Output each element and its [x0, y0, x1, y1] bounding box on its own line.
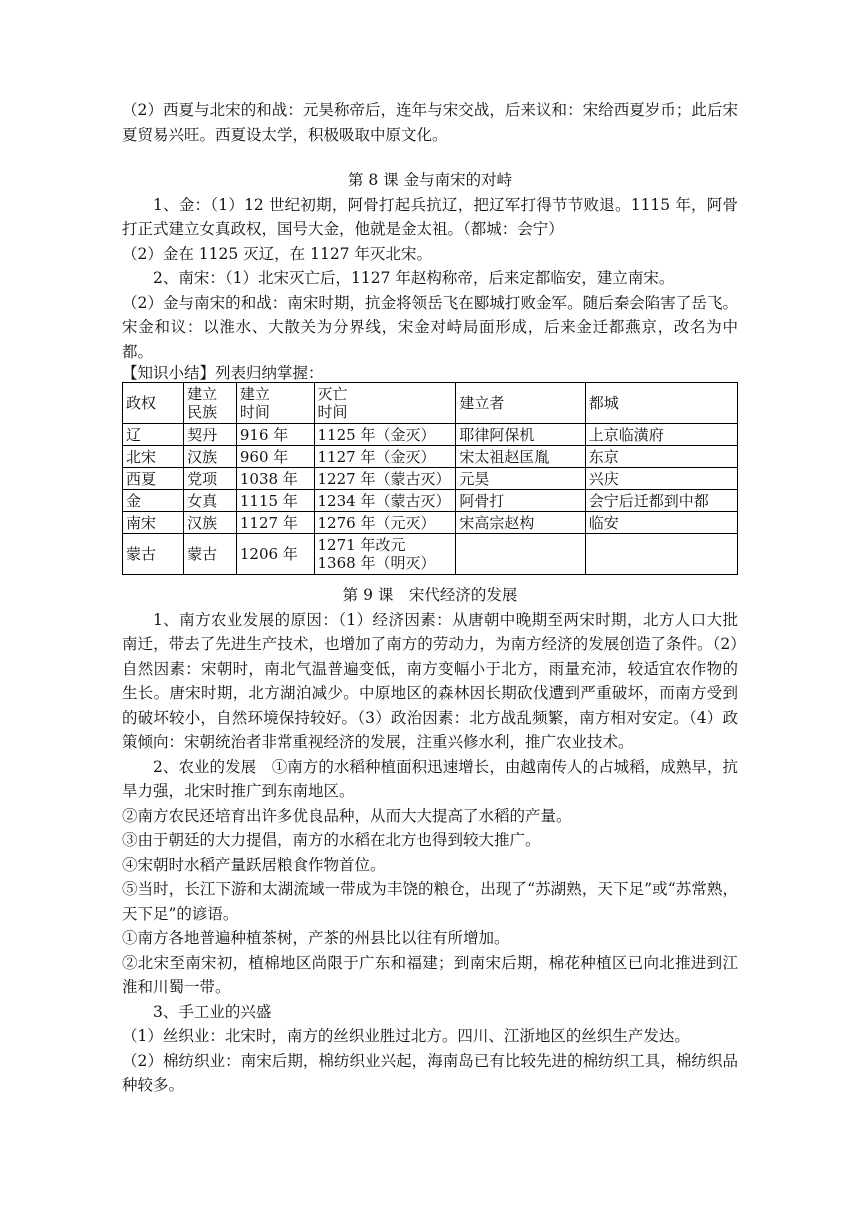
table-cell: 1206 年 — [236, 534, 314, 575]
table-cell: 东京 — [585, 446, 737, 468]
table-cell: 1115 年 — [236, 490, 314, 512]
table-cell: 阿骨打 — [456, 490, 585, 512]
header-cell: 建立 民族 — [184, 383, 237, 424]
nansong-paragraph-2: （2）金与南宋的和战：南宋时期，抗金将领岳飞在郾城打败金军。随后秦会陷害了岳飞。宋金和议：以淮水、大散关为分界线，宋金对峙局面形成，后来金迁都燕京，改名为中都。 — [122, 293, 738, 361]
table-row — [123, 468, 738, 490]
document-page — [122, 98, 738, 1098]
table-cell: 北宋 — [123, 446, 184, 468]
table-cell: 临安 — [585, 512, 737, 534]
agri-point: ②南方农民还培育出许多优良品种，从而大大提高了水稻的产量。 — [122, 806, 572, 825]
table-row — [123, 490, 738, 512]
header-cell: 政权 — [123, 383, 184, 424]
table-cell — [585, 534, 737, 575]
spacer — [122, 147, 738, 168]
agri-intro-paragraph: 2、农业的发展 ①南方的水稻种植面积迅速增长，由越南传人的占城稻，成熟早，抗旱力强，北宋时推广到东南地区。 — [122, 757, 738, 800]
table-cell: 1125 年（金灭） — [314, 424, 456, 446]
table-cell: 南宋 — [123, 512, 184, 534]
table-cell: 契丹 — [184, 424, 237, 446]
table-row — [123, 534, 738, 575]
table-cell: 宋太祖赵匡胤 — [456, 446, 585, 468]
table-cell: 1271 年改元 1368 年（明灭） — [314, 534, 456, 575]
jin-paragraph-2: （2）金在 1125 灭辽，在 1127 年灭北宋。 — [122, 244, 432, 263]
jin-paragraph-1: 1、金：（1）12 世纪初期，阿骨打起兵抗辽，把辽军打得节节败退。1115 年，阿骨打正式建立女真政权，国号大金，他就是金太祖。（都城：会宁） — [122, 195, 738, 238]
lesson9-title: 第 9 课 宋代经济的发展 — [342, 586, 518, 604]
dynasty-table — [122, 382, 738, 575]
table-header-row — [123, 383, 738, 424]
table-cell: 1234 年（蒙古灭） — [314, 490, 456, 512]
table-cell: 汉族 — [184, 446, 237, 468]
table-cell: 元昊 — [456, 468, 585, 490]
table-row — [123, 424, 738, 446]
header-cell: 灭亡 时间 — [314, 383, 456, 424]
xixia-peace-paragraph: （2）西夏与北宋的和战：元昊称帝后，连年与宋交战，后来议和：宋给西夏岁币；此后宋夏贸易兴旺。西夏设太学，积极吸取中原文化。 — [122, 101, 738, 144]
table-cell: 1276 年（元灭） — [314, 512, 456, 534]
lesson8-title: 第 8 课 金与南宋的对峙 — [347, 171, 513, 189]
silk-paragraph: （1）丝织业：北宋时，南方的丝织业胜过北方。四川、江浙地区的丝织生产发达。 — [122, 1027, 690, 1045]
table-cell: 金 — [123, 490, 184, 512]
agri-point: ①南方各地普遍种植茶树，产茶的州县比以往有所增加。 — [122, 929, 510, 947]
table-cell: 汉族 — [184, 512, 237, 534]
nansong-paragraph-1: 2、南宋：（1）北宋灭亡后，1127 年赵构称帝，后来定都临安，建立南宋。 — [153, 269, 675, 287]
table-cell: 兴庆 — [585, 468, 737, 490]
table-cell: 蒙古 — [123, 534, 184, 575]
table-row — [123, 446, 738, 468]
reasons-paragraph: 1、南方农业发展的原因：（1）经济因素：从唐朝中晚期至两宋时期，北方人口大批南迁，带去了先进生产技术，也增加了南方的劳动力，为南方经济的发展创造了条件。（2）自然因素：宋朝时，南北气温普遍变低，南方变幅小于北方，雨量充沛，较适宜农作物的生长。唐宋时期，北方湖泊减少。中原地区的森林因长期砍伐遭到严重破坏，而南方受到的破坏较小，自然环境保持较好。（3）政治因素：北方战乱频繁，南方相对安定。（4）政策倾向：宋朝统治者非常重视经济的发展，注重兴修水利，推广农业技术。 — [122, 610, 738, 751]
table-row — [123, 512, 738, 534]
table-cell: 西夏 — [123, 468, 184, 490]
table-cell: 女真 — [184, 490, 237, 512]
table-cell: 1127 年（金灭） — [314, 446, 456, 468]
agri-point: ④宋朝时水稻产量跃居粮食作物首位。 — [122, 855, 386, 874]
table-cell: 耶律阿保机 — [456, 424, 585, 446]
table-cell: 1038 年 — [236, 468, 314, 490]
header-cell: 建立 时间 — [236, 383, 314, 424]
table-cell: 上京临潢府 — [585, 424, 737, 446]
table-cell — [456, 534, 585, 575]
table-cell: 党项 — [184, 468, 237, 490]
table-cell: 960 年 — [236, 446, 314, 468]
summary-label: 【知识小结】列表归纳掌握： — [122, 364, 324, 382]
table-cell: 会宁后迁都到中都 — [585, 490, 737, 512]
cotton-paragraph: （2）棉纺织业：南宋后期，棉纺织业兴起，海南岛已有比较先进的棉纺织工具，棉纺织品种较多。 — [122, 1051, 738, 1094]
header-cell: 建立者 — [456, 383, 585, 424]
table-cell: 蒙古 — [184, 534, 237, 575]
handicraft-title: 3、手工业的兴盛 — [153, 1002, 272, 1021]
agri-point: ②北宋至南宋初，植棉地区尚限于广东和福建；到南宋后期，棉花种植区已向北推进到江淮和川蜀一带。 — [122, 953, 738, 996]
table-cell: 916 年 — [236, 424, 314, 446]
table-cell: 1227 年（蒙古灭） — [314, 468, 456, 490]
header-cell: 都城 — [585, 383, 737, 424]
agri-point: ③由于朝廷的大力提倡，南方的水稻在北方也得到较大推广。 — [122, 831, 541, 849]
table-cell: 1127 年 — [236, 512, 314, 534]
table-cell: 辽 — [123, 424, 184, 446]
table-cell: 宋高宗赵构 — [456, 512, 585, 534]
agri-point: ⑤当时，长江下游和太湖流域一带成为丰饶的粮仓，出现了“苏湖熟，天下足”或“苏常熟，天下足”的谚语。 — [122, 880, 738, 923]
